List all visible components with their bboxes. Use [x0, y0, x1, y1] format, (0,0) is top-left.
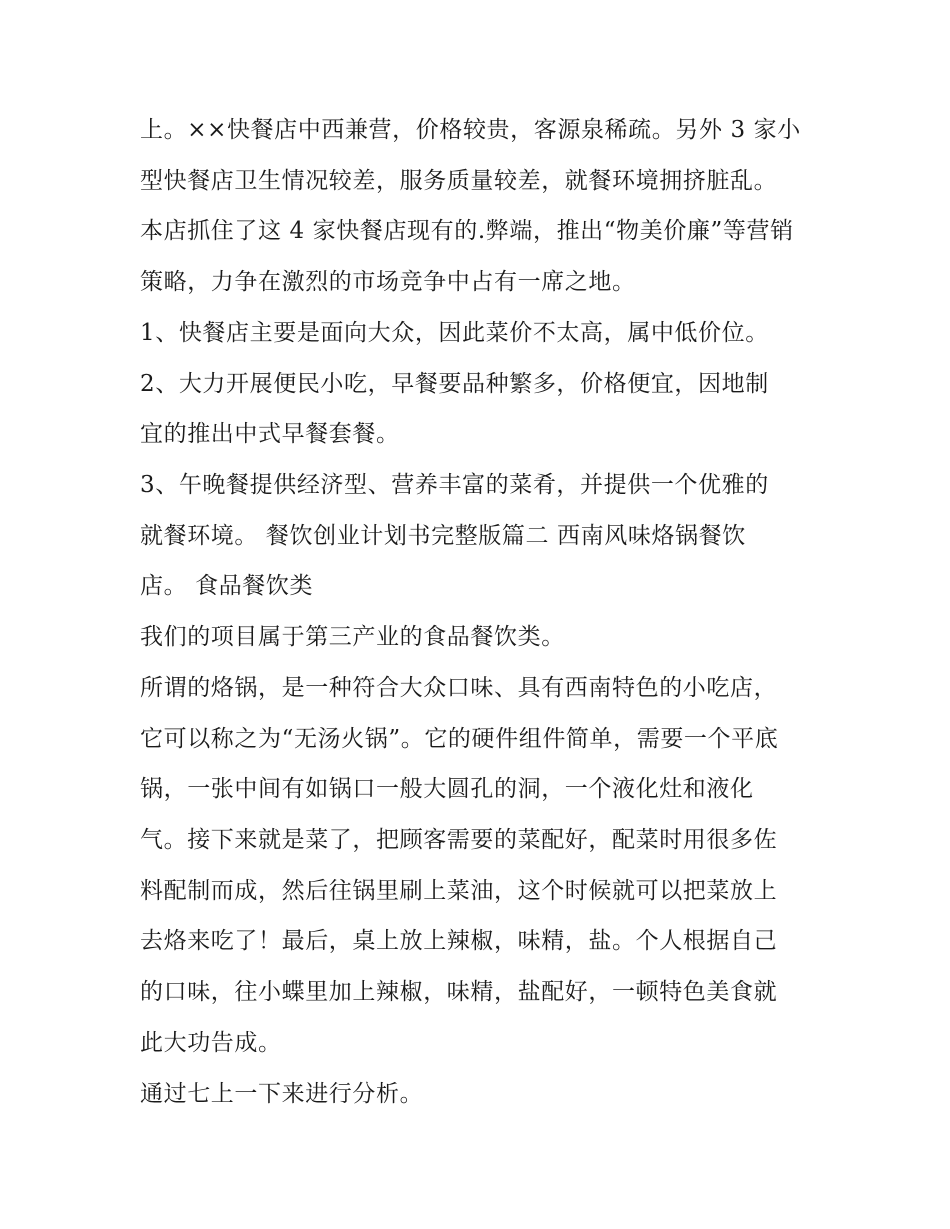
- text-line: 去烙来吃了！最后，桌上放上辣椒，味精，盐。个人根据自己: [140, 928, 778, 954]
- text-line: 所谓的烙锅，是一种符合大众口味、具有西南特色的小吃店，: [140, 675, 778, 701]
- list-item-1: 1、快餐店主要是面向大众，因此菜价不太高，属中低价位。: [140, 320, 769, 346]
- text-line: 它可以称之为“无汤火锅”。它的硬件组件简单，需要一个平底: [140, 726, 779, 752]
- text-line: 上。××快餐店中西兼营，价格较贵，客源泉稀疏。另外 3 家小: [140, 117, 801, 143]
- text-line: 我们的项目属于第三产业的食品餐饮类。: [140, 624, 565, 650]
- text-line: 通过七上一下来进行分析。: [140, 1081, 424, 1107]
- text-line: 的口味，往小蝶里加上辣椒，味精，盐配好，一顿特色美食就: [140, 979, 778, 1005]
- text-line: 料配制而成，然后往锅里刷上菜油，这个时候就可以把菜放上: [140, 878, 778, 904]
- text-line: 策略，力争在激烈的市场竞争中占有一席之地。: [140, 269, 636, 295]
- text-line: 此大功告成。: [140, 1030, 282, 1056]
- list-item-3-continued: 就餐环境。 餐饮创业计划书完整版篇二 西南风味烙锅餐饮: [140, 523, 746, 549]
- text-line: 本店抓住了这 4 家快餐店现有的.弊端，推出“物美价廉”等营销: [140, 218, 794, 244]
- text-line: 型快餐店卫生情况较差，服务质量较差，就餐环境拥挤脏乱。: [140, 168, 778, 194]
- list-item-3: 3、午晚餐提供经济型、营养丰富的菜肴，并提供一个优雅的: [140, 472, 769, 498]
- list-item-2-continued: 宜的推出中式早餐套餐。: [140, 421, 400, 447]
- text-line: 气。接下来就是菜了，把顾客需要的菜配好，配菜时用很多佐: [140, 827, 778, 853]
- text-line: 锅，一张中间有如锅口一般大圆孔的洞，一个液化灶和液化: [140, 776, 754, 802]
- text-line: 店。 食品餐饮类: [140, 573, 314, 599]
- list-item-2: 2、大力开展便民小吃，早餐要品种繁多，价格便宜，因地制: [140, 371, 769, 397]
